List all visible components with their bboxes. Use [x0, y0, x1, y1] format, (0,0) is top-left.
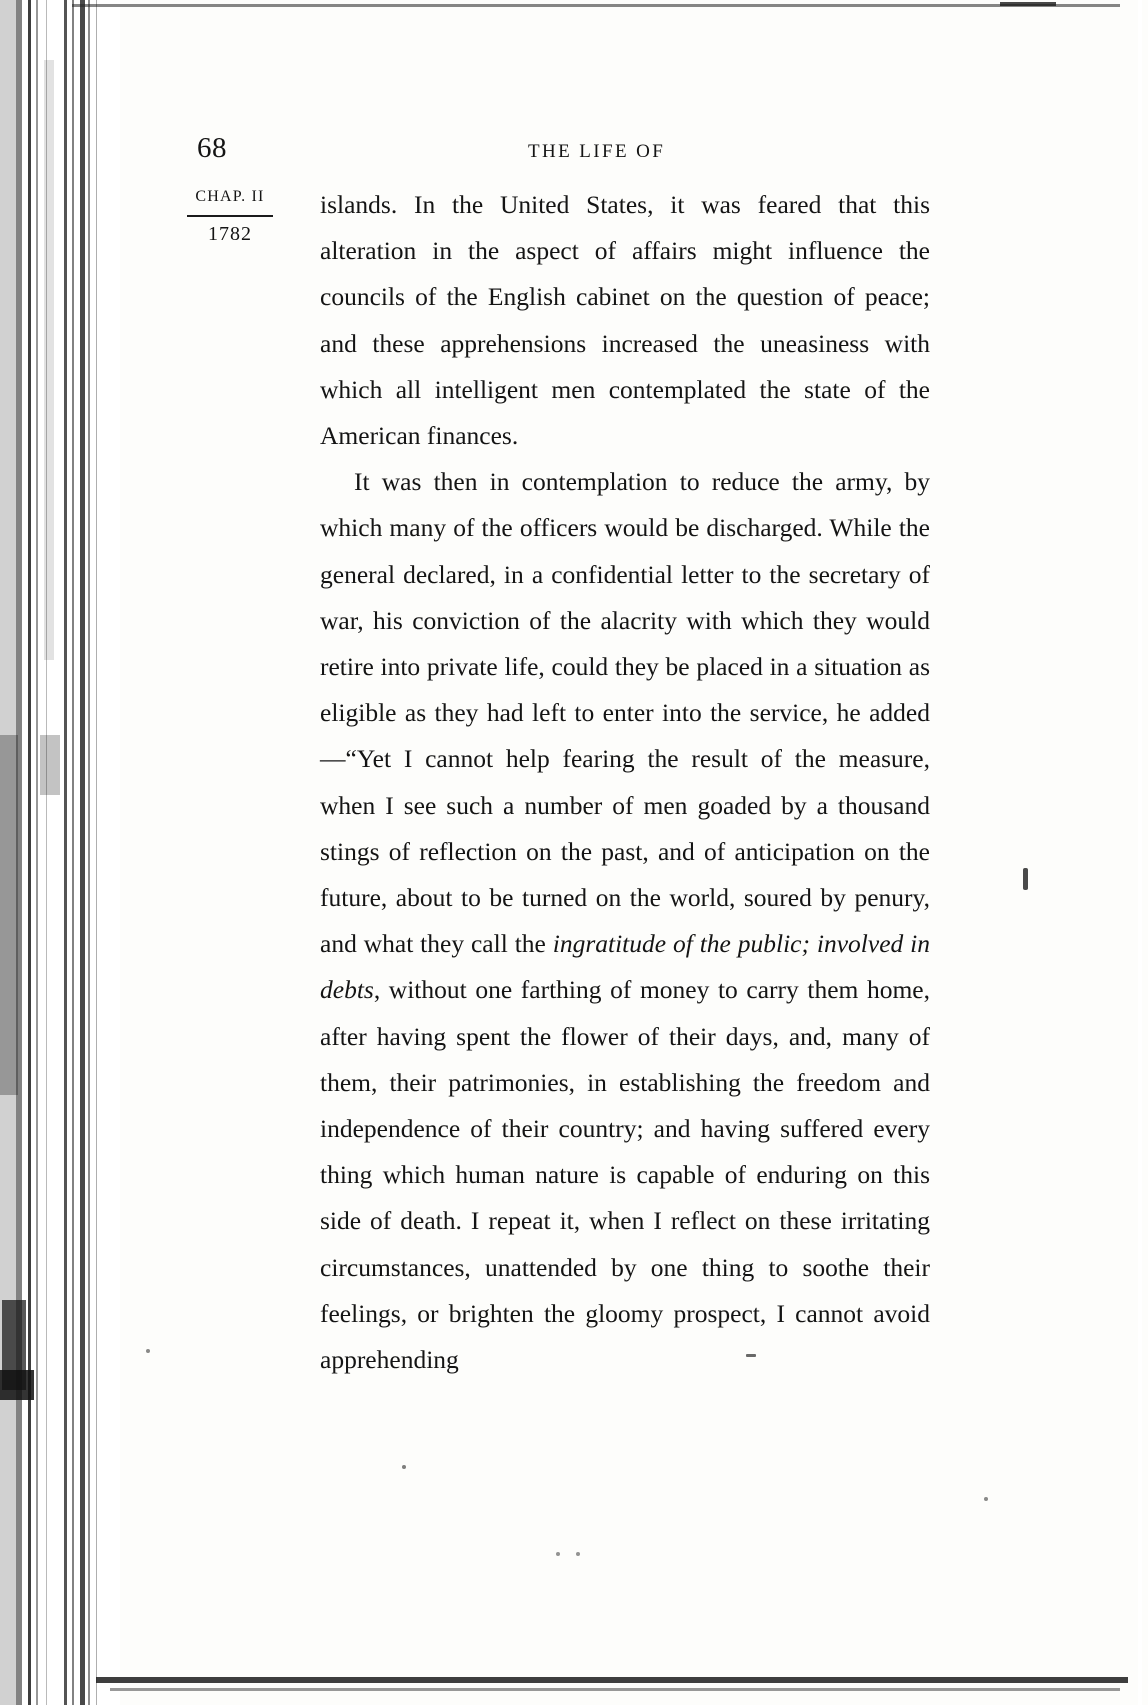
chapter-label: CHAP. II	[195, 188, 265, 205]
marginal-note	[150, 188, 310, 246]
text-run: It was then in contemplation to reduce the army, by which many of the officers would be discharged. While the general declared, in a confidential letter to the secretary of war, his conviction of the alacrity with which they would retire into private life, could they be placed in a situation as eligible as they had left to enter into the service, he added—“Yet I cannot help fearing the result of the measure, when I see such a number of men goaded by a thousand stings of reflection on the past, and of anticipation on the future, about to be turned on the world, soured by penury, and what they call the	[320, 467, 930, 959]
sidenote-rule	[187, 215, 273, 217]
paragraph	[320, 459, 930, 1383]
body-text-column	[320, 182, 930, 1383]
italic-phrase: ingratitude of the public; involved in debts	[320, 929, 930, 1005]
running-head: THE LIFE OF	[528, 141, 666, 162]
text-run: islands. In the United States, it was feared that this alteration in the aspect of affairs might influence the councils of the English cabinet on the question of peace; and these apprehensions increased the uneasiness with which all intelligent men contemplated the state of the American finances.	[320, 190, 930, 451]
page-number: 68	[197, 132, 227, 164]
paragraph	[320, 182, 930, 459]
year-label: 1782	[208, 223, 252, 245]
text-run: , without one farthing of money to carry them home, after having spent the flower of their days, and, many of them, their patrimonies, in establishing the freedom and independence of their country; and having suffered every thing which human nature is capable of enduring on this side of death. I repeat it, when I reflect on these irritating circumstances, unattended by one thing to soothe their feelings, or brighten the gloomy prospect, I cannot avoid apprehending	[320, 975, 930, 1375]
